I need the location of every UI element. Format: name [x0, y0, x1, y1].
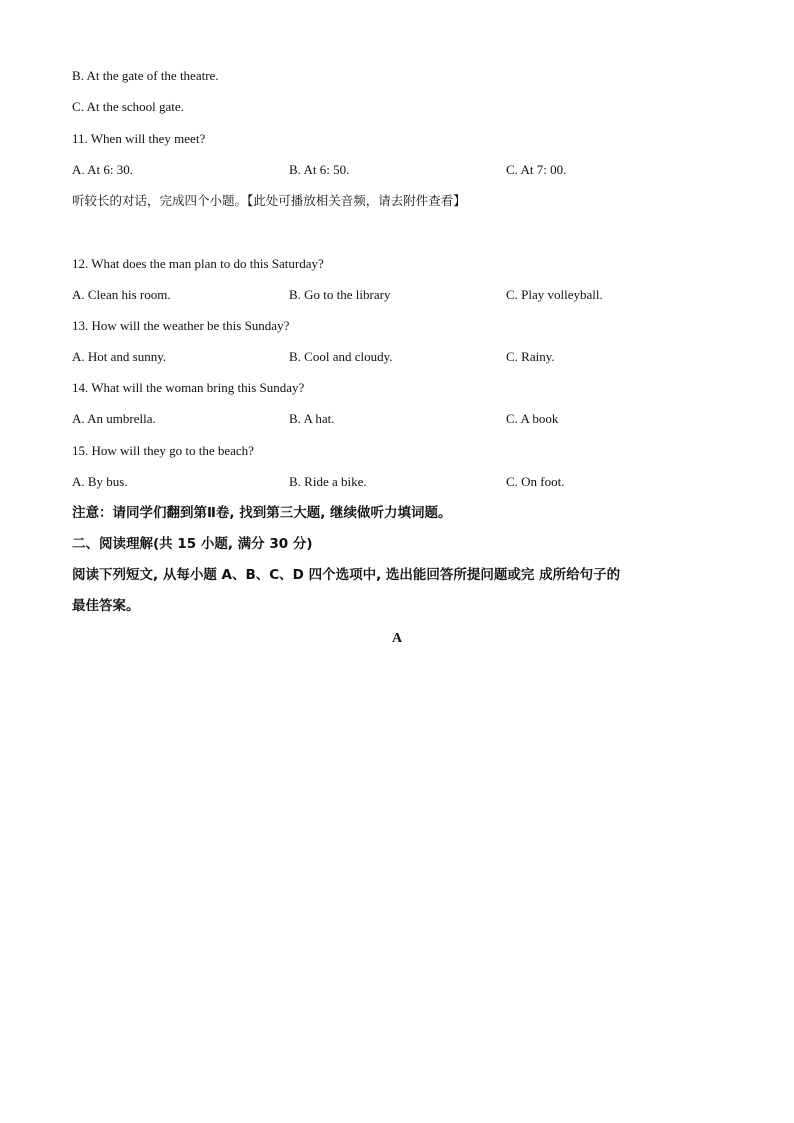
question-14-option-c: C. A book [506, 411, 559, 426]
question-15: 15. How will they go to the beach? [72, 443, 254, 458]
question-15-option-a: A. By bus. [72, 474, 128, 489]
question-13: 13. How will the weather be this Sunday? [72, 318, 290, 333]
question-12-option-c: C. Play volleyball. [506, 287, 603, 302]
question-14-option-b: B. A hat. [289, 411, 335, 426]
question-11-option-b: B. At 6: 50. [289, 162, 350, 177]
question-12: 12. What does the man plan to do this Saturday? [72, 256, 324, 271]
question-13-option-c: C. Rainy. [506, 349, 555, 364]
question-14: 14. What will the woman bring this Sunday? [72, 380, 305, 395]
question-12-option-b: B. Go to the library [289, 287, 391, 302]
option-line: C. At the school gate. [72, 99, 184, 114]
note-text: 注意：请同学们翻到第Ⅱ卷, 找到第三大题, 继续做听力填词题。 [72, 505, 452, 521]
question-11-option-a: A. At 6: 30. [72, 162, 134, 177]
option-line: B. At the gate of the theatre. [72, 68, 219, 83]
question-14-option-a: A. An umbrella. [72, 411, 156, 426]
question-13-option-a: A. Hot and sunny. [72, 349, 167, 364]
listening-instruction: 听较长的对话，完成四个小题。【此处可播放相关音频，请去附件查看】 [72, 193, 466, 208]
question-11: 11. When will they meet? [72, 131, 206, 146]
reading-instruction-line-1: 阅读下列短文, 从每小题 A、B、C、D 四个选项中, 选出能回答所提问题或完 成所给句子的 [72, 567, 621, 583]
reading-instruction-line-2: 最佳答案。 [72, 598, 140, 614]
question-11-option-c: C. At 7: 00. [506, 162, 567, 177]
passage-title: A [391, 631, 403, 646]
section-heading: 二、阅读理解(共 15 小题, 满分 30 分) [72, 536, 313, 552]
question-12-option-a: A. Clean his room. [72, 287, 171, 302]
question-15-option-b: B. Ride a bike. [289, 474, 367, 489]
question-13-option-b: B. Cool and cloudy. [289, 349, 393, 364]
question-15-option-c: C. On foot. [506, 474, 565, 489]
